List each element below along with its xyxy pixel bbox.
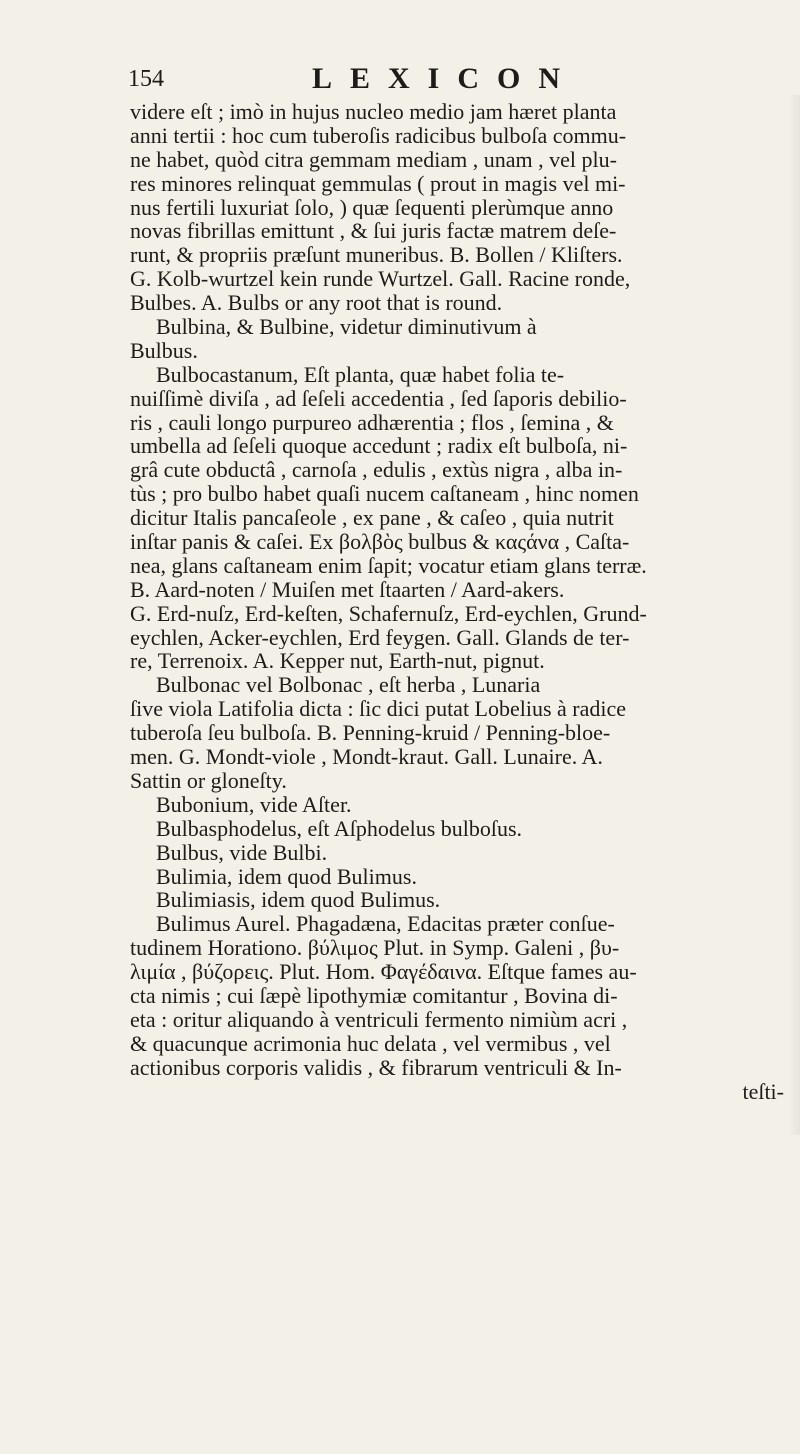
running-title: LEXICON [312,62,579,95]
text-line: eychlen, Acker-eychlen, Erd feygen. Gall. Glands de ter- [130,625,630,650]
text-line: Bulbes. A. Bulbs or any root that is round. [130,291,503,316]
text-line: runt, & propriis præſunt muneribus. B. Bollen / Kliſters. [130,243,623,268]
text-line: grâ cute obductâ , carnoſa , edulis , extùs nigra , alba in- [130,458,623,483]
page-edge-shadow [788,95,800,1135]
text-line: Bulbus, vide Bulbi. [156,840,328,865]
text-line: Bulbasphodelus, eſt Aſphodelus bulboſus. [156,816,523,841]
text-line: Bulbonac vel Bolbonac , eſt herba , Lunaria [156,673,541,698]
text-line: anni tertii : hoc cum tuberoſis radicibus bulboſa commu- [130,123,627,148]
text-line: Bulimiasis, idem quod Bulimus. [156,888,441,913]
text-line: B. Aard-noten / Muiſen met ſtaarten / Aard-akers. [130,577,565,602]
text-line: umbella ad ſeſeli quoque accedunt ; radix eſt bulboſa, ni- [130,434,628,459]
text-line: Sattin or gloneſty. [130,768,287,793]
text-line: nuiſſimè diviſa , ad ſeſeli accedentia , ſed ſaporis debilio- [130,386,627,411]
text-line: Bulbina, & Bulbine, videtur diminutivum à [156,315,537,339]
text-line: nus fertili luxuriat ſolo, ) quæ ſequenti plerùmque anno [130,195,614,220]
text-line: G. Kolb-wurtzel kein runde Wurtzel. Gall. Racine ronde, [130,267,631,292]
text-line: re, Terrenoix. A. Kepper nut, Earth-nut, pignut. [130,649,545,674]
text-line: Bulbocastanum, Eſt planta, quæ habet folia te- [156,362,565,387]
text-line: men. G. Mondt-viole , Mondt-kraut. Gall. Lunaire. A. [130,745,603,769]
text-line: Bubonium, vide Aſter. [156,792,352,817]
text-line: novas fibrillas emittunt , & ſui juris factæ matrem deſe- [130,219,617,244]
text-line: G. Erd-nuſz, Erd-keſten, Schafernuſz, Erd-eychlen, Grund- [130,601,647,626]
text-line: tuberoſa ſeu bulboſa. B. Penning-kruid / Penning-bloe- [130,721,611,746]
text-line: ris , cauli longo purpureo adhærentia ; flos , ſemina , & [130,410,614,435]
text-line: dicitur Italis pancaſeole , ex pane , & caſeo , quia nutrit [130,506,614,531]
text-line: videre eſt ; imò in hujus nucleo medio jam hæret planta [130,100,617,124]
text-line: cta nimis ; cui ſæpè lipothymiæ comitantur , Bovina di- [130,983,618,1008]
text-line: ſive viola Latifolia dicta : ſic dici putat Lobelius à radice [130,697,627,722]
text-line: Bulbus. [130,338,198,363]
page-header [0,62,800,102]
text-line: teſti- [742,1079,784,1104]
text-line: & quacunque acrimonia huc delata , vel vermibus , vel [130,1031,611,1056]
text-line: res minores relinquat gemmulas ( prout in magis vel mi- [130,171,626,196]
text-line: Bulimia, idem quod Bulimus. [156,864,417,889]
text-line: λιμία , βύζορεις. Plut. Hom. Φαγέδαινα. Eſtque fames au- [130,960,637,984]
text-line: eta : oritur aliquando à ventriculi fermento nimiùm acri , [130,1007,628,1032]
text-line: nea, glans caſtaneam enim ſapit; vocatur etiam glans terræ. [130,553,647,578]
text-line: ne habet, quòd citra gemmam mediam , unam , vel plu- [130,147,617,172]
text-line: inſtar panis & caſei. Ex βολβὸς bulbus & καςάνα , Caſta- [130,530,630,554]
text-line: actionibus corporis validis , & fibrarum ventriculi & In- [130,1055,622,1080]
page-number: 154 [128,66,164,92]
text-line: tùs ; pro bulbo habet quaſi nucem caſtaneam , hinc nomen [130,482,639,507]
text-line: Bulimus Aurel. Phagadæna, Edacitas præter conſue- [156,912,615,937]
text-line: tudinem Horationo. βύλιμος Plut. in Symp. Galeni , βυ- [130,936,620,961]
lexicon-text [130,100,790,1103]
